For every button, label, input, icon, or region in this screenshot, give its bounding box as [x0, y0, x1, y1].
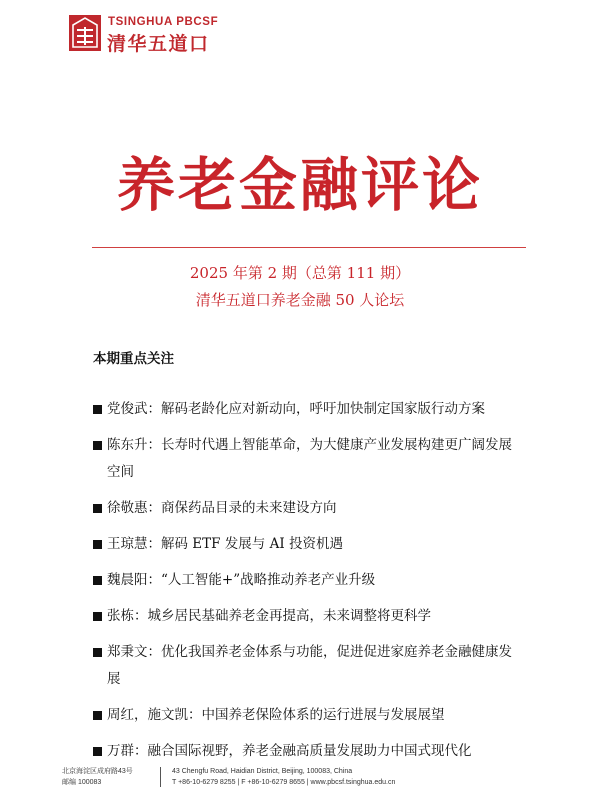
- list-item-text: 王琼慧：解码 ETF 发展与 AI 投资机遇: [107, 536, 343, 552]
- footer-address-cn: [62, 766, 133, 788]
- list-item-text: 陈东升：长寿时代遇上智能革命，为大健康产业发展构建更广阔发展空间: [107, 437, 512, 480]
- list-item-text: 张栋：城乡居民基础养老金再提高，未来调整将更科学: [107, 608, 431, 624]
- list-item: [93, 567, 523, 594]
- list-item: [93, 639, 523, 693]
- list-item: [93, 603, 523, 630]
- list-item-text: 郑秉文：优化我国养老金体系与功能，促进促进家庭养老金融健康发展: [107, 644, 512, 687]
- square-bullet-icon: [93, 648, 102, 657]
- square-bullet-icon: [93, 504, 102, 513]
- pbcsf-emblem-icon: [68, 14, 102, 52]
- square-bullet-icon: [93, 612, 102, 621]
- square-bullet-icon: [93, 747, 102, 756]
- list-item-text: 周红，施文凯：中国养老保险体系的运行进展与发展展望: [107, 707, 445, 723]
- footer-street-cn: 北京海淀区成府路43号: [62, 768, 133, 775]
- list-item: [93, 432, 523, 486]
- logo-text-en: TSINGHUA PBCSF: [108, 16, 219, 28]
- title-divider: [92, 247, 526, 248]
- issue-number: 2025 年第 2 期（总第 111 期）: [189, 264, 411, 282]
- square-bullet-icon: [93, 540, 102, 549]
- list-item: [93, 738, 523, 765]
- focus-heading: 本期重点关注: [93, 351, 174, 367]
- square-bullet-icon: [93, 441, 102, 450]
- square-bullet-icon: [93, 576, 102, 585]
- focus-list: [93, 396, 523, 774]
- list-item: [93, 702, 523, 729]
- forum-name: 清华五道口养老金融 50 人论坛: [195, 291, 405, 309]
- logo-text-cn: 清华五道口: [107, 33, 210, 55]
- list-item: [93, 531, 523, 558]
- list-item: [93, 495, 523, 522]
- footer-contact: T +86-10-6279 8255 | F +86-10-6279 8655 | www.pbcsf.tsinghua.edu.cn: [172, 779, 396, 786]
- list-item-text: 徐敬惠：商保药品目录的未来建设方向: [107, 500, 337, 516]
- square-bullet-icon: [93, 711, 102, 720]
- tsinghua-pbcsf-logo: [68, 14, 228, 54]
- square-bullet-icon: [93, 405, 102, 414]
- list-item: [93, 396, 523, 423]
- footer-address-en: [172, 766, 395, 788]
- list-item-text: 万群：融合国际视野，养老金融高质量发展助力中国式现代化: [107, 743, 472, 759]
- footer-street-en: 43 Chengfu Road, Haidian District, Beijing, 100083, China: [172, 768, 353, 775]
- list-item-text: 魏晨阳：“人工智能+”战略推动养老产业升级: [107, 572, 376, 588]
- footer-divider: [160, 767, 161, 787]
- page-footer: [62, 766, 542, 796]
- footer-postcode-cn: 邮编 100083: [62, 779, 102, 786]
- journal-title: 养老金融评论: [116, 151, 483, 219]
- list-item-text: 党俊武：解码老龄化应对新动向，呼吁加快制定国家版行动方案: [107, 401, 485, 417]
